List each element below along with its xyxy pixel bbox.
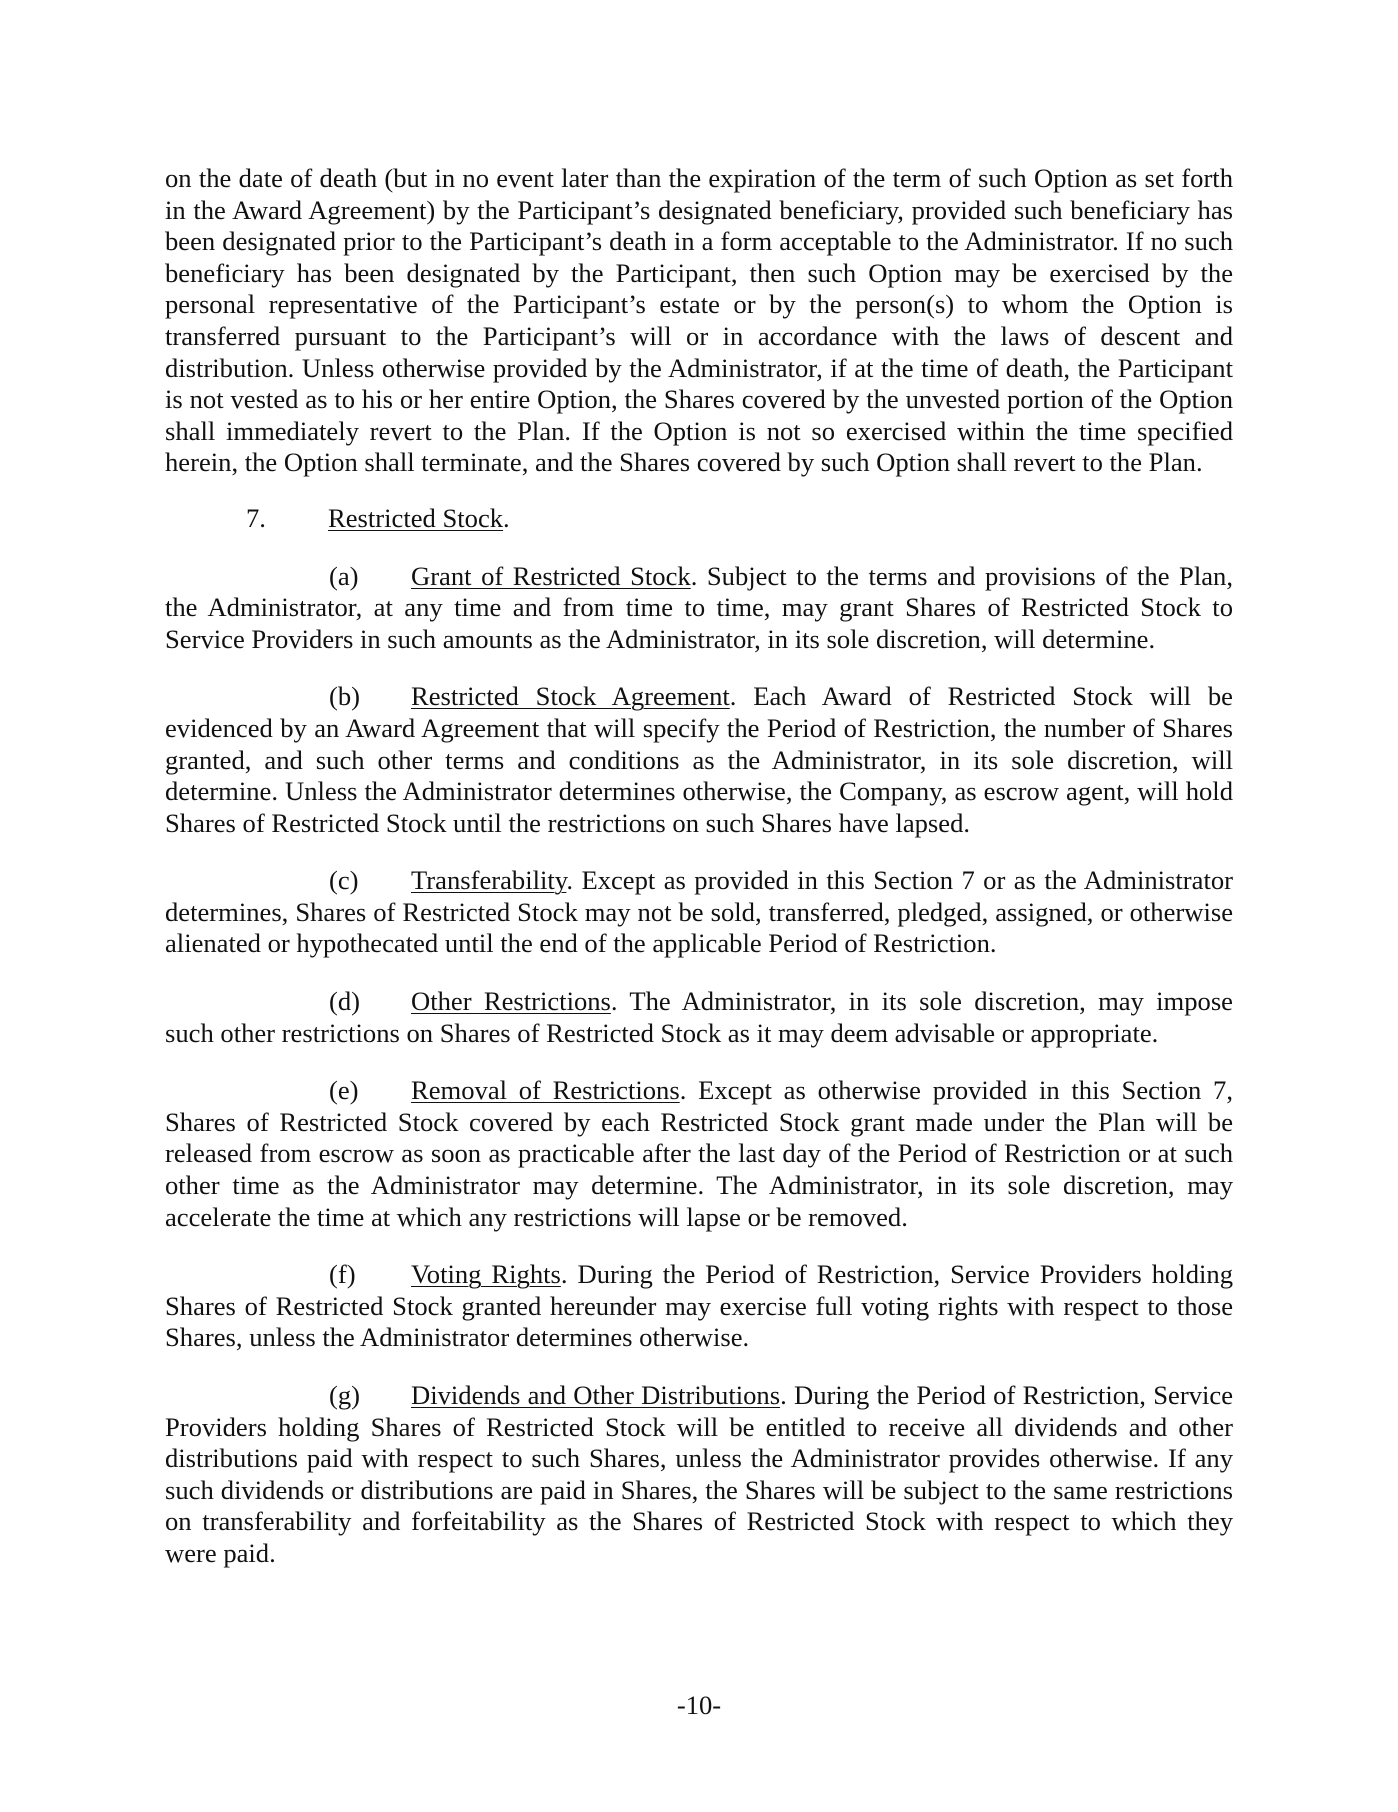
subsection-label: (f) bbox=[329, 1259, 356, 1290]
subsection-label: (e) bbox=[329, 1075, 359, 1106]
subsection-f bbox=[165, 1259, 1233, 1354]
subsection-text: During the Period of Restriction, Service Providers holding Shares of Restricted Stock will be entitled to receive all dividends and other distributions paid with respect to such Shares, unless the Administrator provides otherwise. If any such dividends or distributions are paid in Shares, the Shares will be subject to the same restrictions on transferability and forfeitability as the Shares of Restricted Stock with respect to which they were paid. bbox=[165, 1380, 1233, 1568]
subsection-title: Removal of Restrictions bbox=[411, 1075, 680, 1106]
subsection-title: Dividends and Other Distributions bbox=[411, 1380, 781, 1410]
subsection-title-punct: . bbox=[610, 986, 618, 1017]
section-number: 7. bbox=[246, 502, 266, 533]
subsection-title: Voting Rights bbox=[411, 1259, 561, 1290]
section-title-punct: . bbox=[503, 502, 510, 533]
subsection-label: (c) bbox=[329, 865, 359, 896]
subsection-text: Except as provided in this Section 7 or as the Administrator determines, Shares of Restricted Stock may not be sold, transferred, pledged, assigned, or otherwise alienated or hypothecated until the end of the applicable Period of Restriction. bbox=[165, 865, 1233, 959]
subsection-title-punct: . bbox=[560, 1259, 568, 1290]
subsection-title: Grant of Restricted Stock bbox=[411, 560, 691, 591]
subsection-text: During the Period of Restriction, Service Providers holding Shares of Restricted Stock granted hereunder may exercise full voting rights with respect to those Shares, unless the Administrator determines otherwise. bbox=[165, 1259, 1233, 1353]
subsection-text: Except as otherwise provided in this Section 7, Shares of Restricted Stock covered by each Restricted Stock grant made under the Plan will be released from escrow as soon as practicable after the last day of the Period of Restriction or at such other time as the Administrator may determine. The Administrator, in its sole discretion, may accelerate the time at which any restrictions will lapse or be removed. bbox=[165, 1075, 1234, 1232]
section-title: Restricted Stock bbox=[328, 502, 504, 533]
subsection-d bbox=[165, 986, 1233, 1049]
subsection-text: Each Award of Restricted Stock will be evidenced by an Award Agreement that will specify the Period of Restriction, the number of Shares granted, and such other terms and conditions as the Administrator, in its sole discretion, will determine. Unless the Administrator determines otherwise, the Company, as escrow agent, will hold Shares of Restricted Stock until the restrictions on such Shares have lapsed. bbox=[165, 681, 1233, 838]
subsection-title-punct: . bbox=[690, 560, 698, 591]
subsection-label: (b) bbox=[329, 681, 361, 712]
page-body bbox=[165, 163, 1233, 1596]
subsection-text: The Administrator, in its sole discretion, may impose such other restrictions on Shares of Restricted Stock as it may deem advisable or appropriate. bbox=[165, 986, 1233, 1048]
subsection-title-punct: . bbox=[729, 681, 737, 712]
subsection-title: Transferability bbox=[411, 865, 567, 896]
subsection-label: (d) bbox=[329, 986, 361, 1017]
subsection-label: (a) bbox=[329, 560, 359, 591]
subsection-b bbox=[165, 681, 1233, 839]
page-number: -10- bbox=[676, 1690, 722, 1720]
subsection-title: Other Restrictions bbox=[411, 986, 611, 1017]
subsection-a bbox=[165, 561, 1233, 656]
subsection-g bbox=[165, 1380, 1233, 1570]
subsection-title-punct: . bbox=[566, 865, 574, 896]
subsection-title-punct: . bbox=[679, 1075, 687, 1106]
subsection-c bbox=[165, 865, 1233, 960]
continuation-paragraph: on the date of death (but in no event later than the expiration of the term of such Option as set forth in the Award Agreement) by the Participant’s designated beneficiary, provided such beneficiary has been designated prior to the Participant’s death in a form acceptable to the Administrator. If no such beneficiary has been designated by the Participant, then such Option may be exercised by the personal representative of the Participant’s estate or by the person(s) to whom the Option is transferred pursuant to the Participant’s will or in accordance with the laws of descent and distribution. Unless otherwise provided by the Administrator, if at the time of death, the Participant is not vested as to his or her entire Option, the Shares covered by the unvested portion of the Option shall immediately revert to the Plan. If the Option is not so exercised within the time specified herein, the Option shall terminate, and the Shares covered by such Option shall revert to the Plan. bbox=[165, 163, 1233, 478]
subsection-label: (g) bbox=[329, 1380, 361, 1410]
subsection-title-punct: . bbox=[780, 1380, 787, 1410]
section-7-heading bbox=[165, 503, 1233, 535]
subsection-e bbox=[165, 1075, 1233, 1233]
subsection-text: Subject to the terms and provisions of the Plan, the Administrator, at any time and from time to time, may grant Shares of Restricted Stock to Service Providers in such amounts as the Administrator, in its sole discretion, will determine. bbox=[165, 560, 1233, 654]
subsection-title: Restricted Stock Agreement bbox=[411, 681, 730, 712]
